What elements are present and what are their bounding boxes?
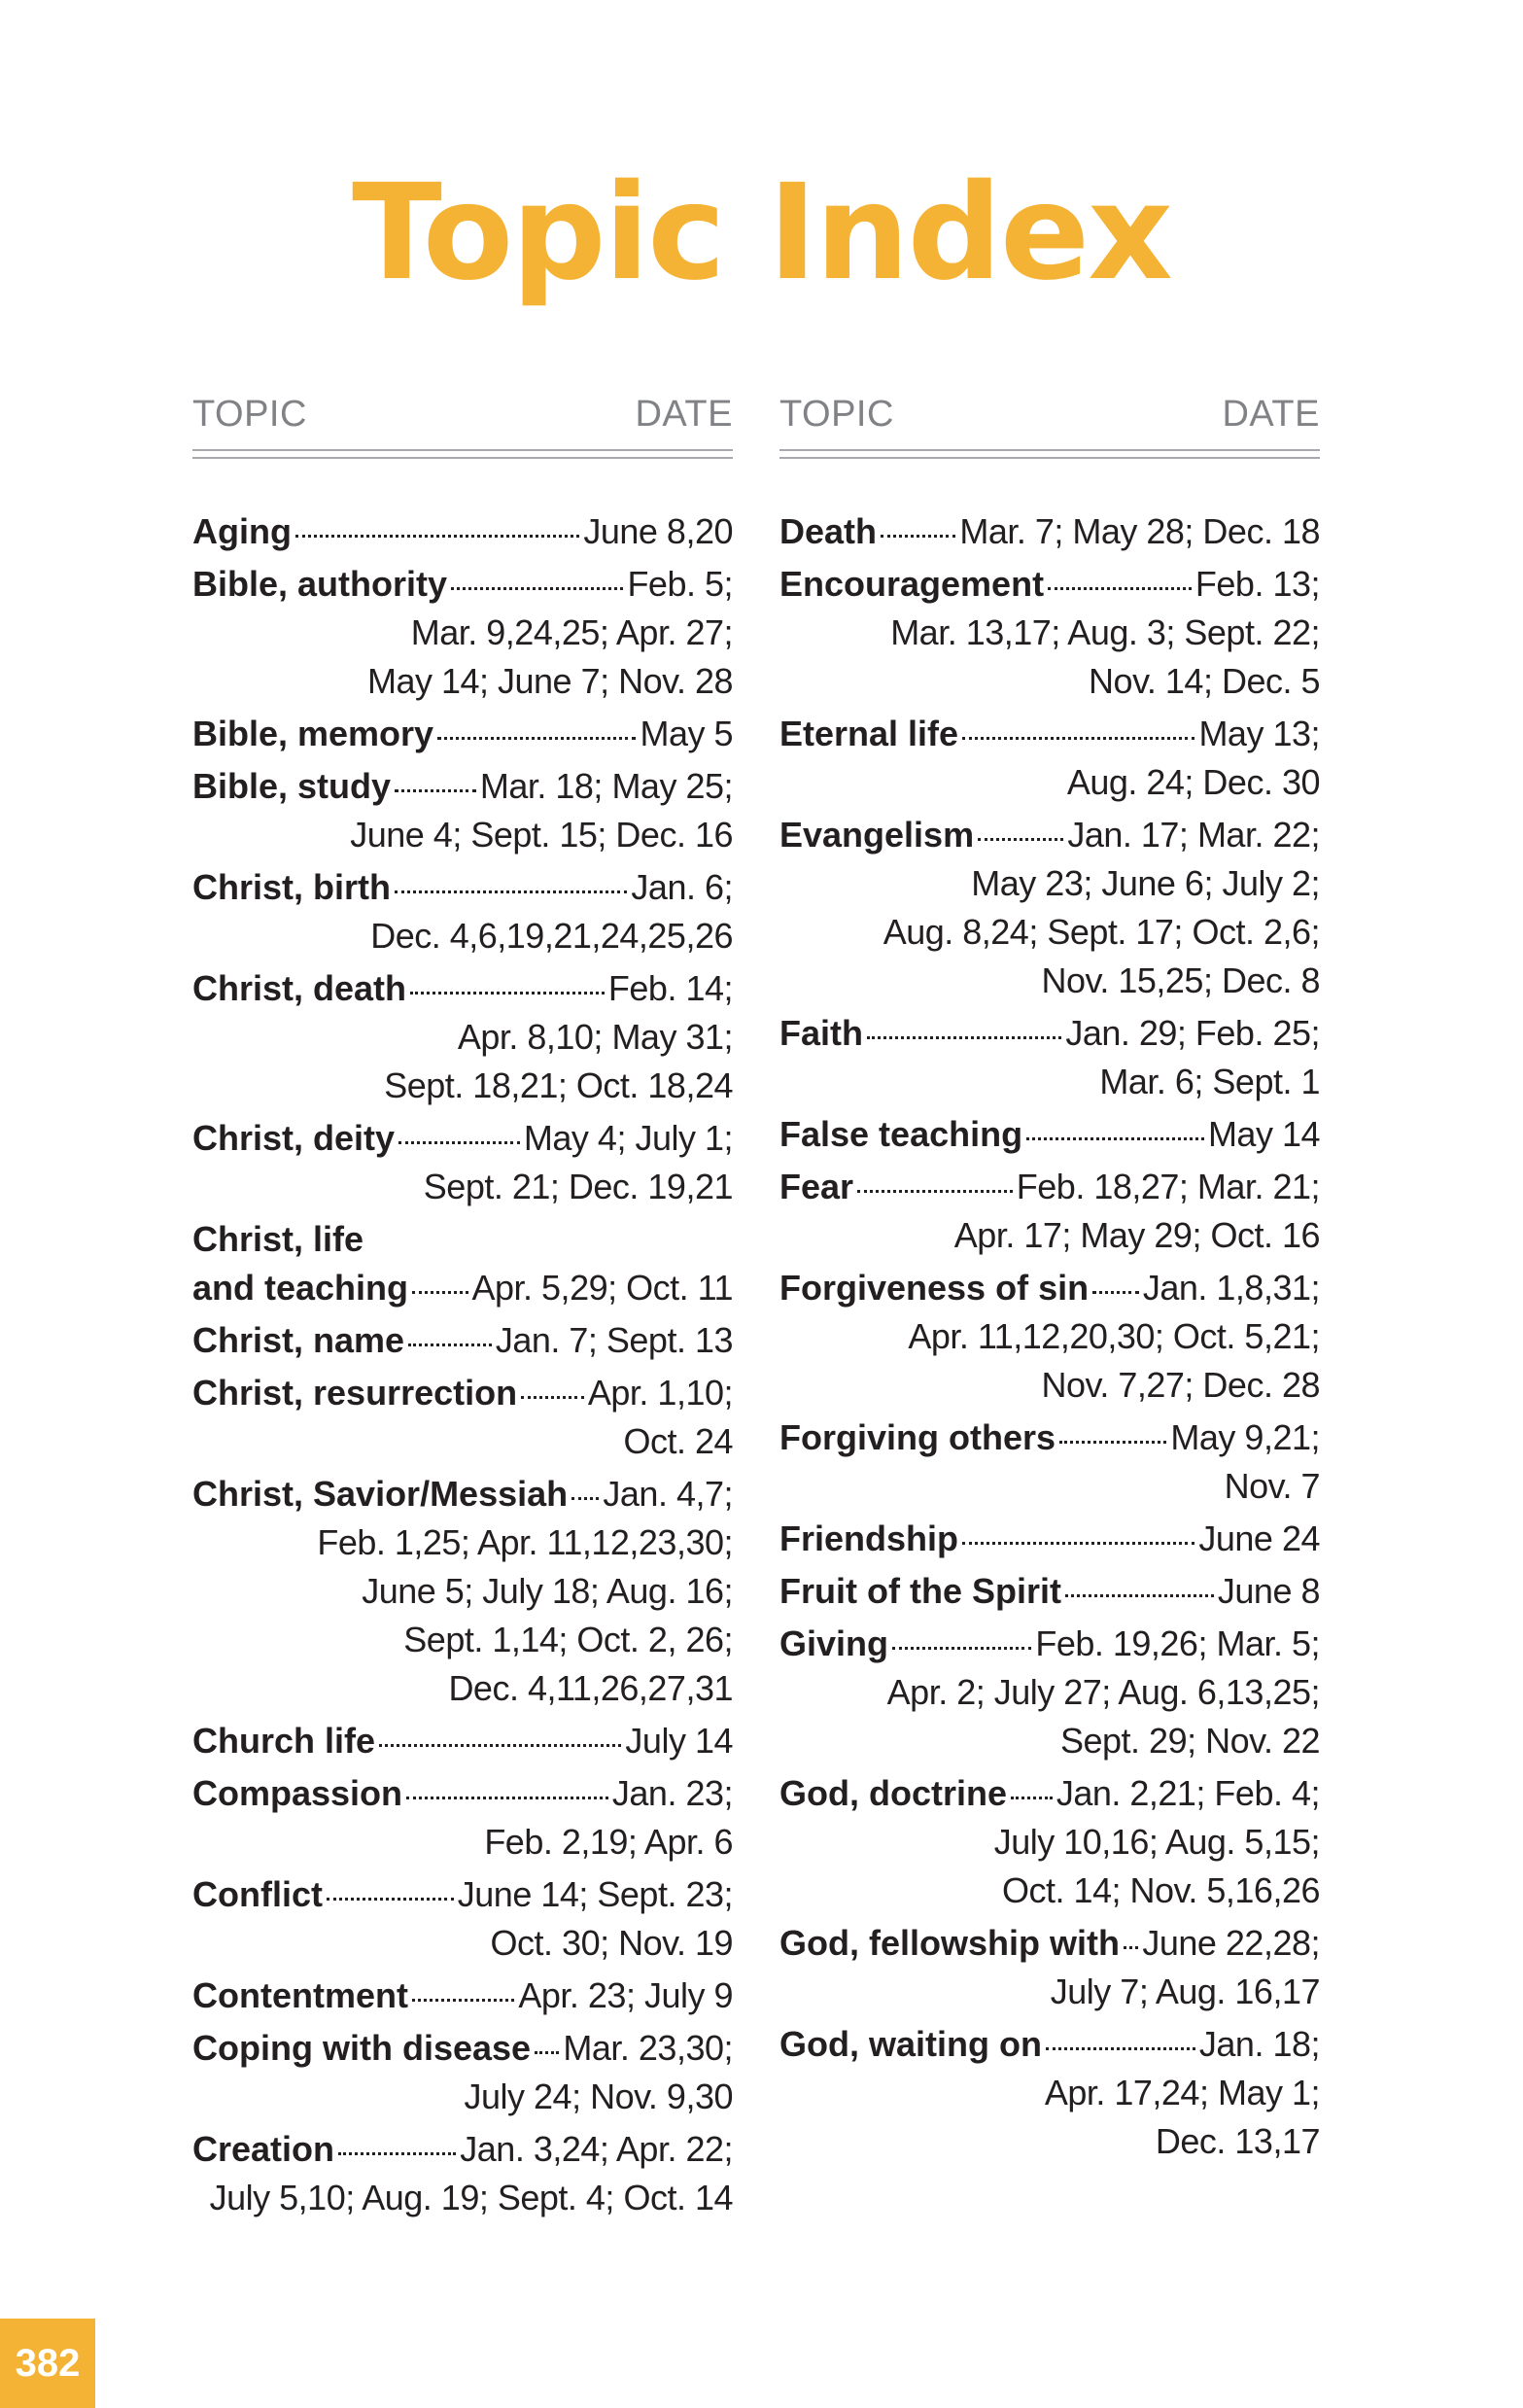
index-entry xyxy=(192,964,733,1110)
entry-dates: Mar. 23,30; xyxy=(563,2028,733,2068)
entry-line xyxy=(779,1009,1320,1058)
dot-leader xyxy=(571,1497,599,1500)
dot-leader xyxy=(1124,1946,1138,1949)
entry-dates-continued: Mar. 9,24,25; Apr. 27; xyxy=(410,612,733,652)
entry-dates: Jan. 7; Sept. 13 xyxy=(495,1320,733,1360)
entry-dates-continued: Apr. 11,12,20,30; Oct. 5,21; xyxy=(908,1316,1320,1356)
page-title: Topic Index xyxy=(352,157,1171,310)
entry-dates: Jan. 18; xyxy=(1198,2024,1320,2064)
dot-leader xyxy=(1011,1797,1053,1799)
entry-dates-continued: Apr. 8,10; May 31; xyxy=(457,1017,733,1057)
dot-leader xyxy=(1048,587,1192,590)
entry-line xyxy=(192,1470,733,1518)
entry-line xyxy=(779,811,1320,859)
page-number: 382 xyxy=(0,2319,95,2408)
entry-topic: Coping with disease xyxy=(192,2028,532,2068)
entry-dates-continued: Nov. 7,27; Dec. 28 xyxy=(1041,1365,1320,1405)
entry-dates-continued: June 4; Sept. 15; Dec. 16 xyxy=(350,815,733,855)
entry-dates-continued: Dec. 13,17 xyxy=(1155,2121,1320,2161)
entry-line xyxy=(192,507,733,556)
entry-line xyxy=(192,560,733,609)
entry-line xyxy=(779,1163,1320,1211)
entry-dates-continued: Nov. 14; Dec. 5 xyxy=(1089,661,1320,701)
entry-dates: May 9,21; xyxy=(1170,1417,1320,1457)
entry-dates-continued: Mar. 6; Sept. 1 xyxy=(1099,1062,1320,1101)
entry-dates: June 14; Sept. 23; xyxy=(457,1874,733,1914)
entry-dates: May 4; July 1; xyxy=(523,1118,733,1158)
dot-leader xyxy=(395,890,627,893)
entry-topic: Death xyxy=(779,511,878,551)
entry-topic: Church life xyxy=(192,1721,376,1761)
entry-topic: God, doctrine xyxy=(779,1773,1007,1813)
entry-line xyxy=(779,1919,1320,1968)
entry-line xyxy=(192,863,733,912)
entry-dates: June 24 xyxy=(1198,1518,1320,1558)
dot-leader xyxy=(881,535,955,538)
entry-topic: Faith xyxy=(779,1013,863,1053)
index-entries xyxy=(779,507,1320,2166)
entry-dates: Mar. 7; May 28; Dec. 18 xyxy=(959,511,1320,551)
entry-topic: Fruit of the Spirit xyxy=(779,1571,1061,1611)
index-entry xyxy=(192,1769,733,1867)
entry-dates-continued: Aug. 24; Dec. 30 xyxy=(1066,762,1320,802)
date-header: DATE xyxy=(635,394,733,435)
entry-dates-continued: Dec. 4,11,26,27,31 xyxy=(448,1668,733,1708)
entry-topic: and teaching xyxy=(192,1268,409,1308)
entry-line xyxy=(779,1110,1320,1159)
dot-leader xyxy=(535,2051,559,2054)
entry-line xyxy=(779,560,1320,609)
entry-dates-continued: Sept. 18,21; Oct. 18,24 xyxy=(384,1065,733,1105)
entry-line xyxy=(192,2125,733,2174)
entry-line xyxy=(192,710,733,758)
entry-topic: Eternal life xyxy=(779,714,959,753)
entry-dates: Jan. 4,7; xyxy=(603,1474,733,1514)
entry-dates-continued: May 14; June 7; Nov. 28 xyxy=(366,661,733,701)
entry-dates-continued: July 7; Aug. 16,17 xyxy=(1050,1972,1320,2011)
entry-dates: Feb. 5; xyxy=(627,564,733,604)
entry-line xyxy=(192,1114,733,1163)
entry-dates-continued: Sept. 1,14; Oct. 2, 26; xyxy=(403,1620,733,1659)
dot-leader xyxy=(437,737,636,740)
entry-dates-continued: Sept. 21; Dec. 19,21 xyxy=(423,1167,733,1206)
entry-topic: Compassion xyxy=(192,1773,403,1813)
entry-topic: Fear xyxy=(779,1167,854,1206)
entry-line xyxy=(779,1264,1320,1312)
entry-dates-continued: Feb. 2,19; Apr. 6 xyxy=(484,1822,733,1862)
entry-topic: Christ, resurrection xyxy=(192,1373,518,1413)
entry-dates: May 13; xyxy=(1198,714,1320,753)
entry-dates: June 22,28; xyxy=(1142,1923,1320,1963)
dot-leader xyxy=(338,2152,456,2155)
entry-topic: God, waiting on xyxy=(779,2024,1042,2064)
entry-line xyxy=(192,1769,733,1818)
index-entry xyxy=(779,507,1320,556)
entry-dates-continued: Apr. 17,24; May 1; xyxy=(1044,2073,1320,2112)
entry-dates: Jan. 1,8,31; xyxy=(1142,1268,1320,1308)
entry-dates: Apr. 23; July 9 xyxy=(518,1975,733,2015)
entry-dates-continued: Apr. 2; July 27; Aug. 6,13,25; xyxy=(886,1672,1320,1712)
index-entry xyxy=(192,2125,733,2222)
dot-leader xyxy=(379,1744,621,1747)
dot-leader xyxy=(521,1396,584,1399)
entry-dates-continued: July 10,16; Aug. 5,15; xyxy=(993,1822,1320,1862)
dot-leader xyxy=(962,1542,1194,1545)
entry-topic: Aging xyxy=(192,511,292,551)
dot-leader xyxy=(978,838,1063,841)
entry-dates-continued: July 5,10; Aug. 19; Sept. 4; Oct. 14 xyxy=(209,2178,733,2217)
entry-dates: July 14 xyxy=(625,1721,733,1761)
index-entry xyxy=(192,1215,733,1312)
index-column-right xyxy=(779,389,1320,2170)
topic-header: TOPIC xyxy=(192,394,307,435)
index-entry xyxy=(192,1717,733,1765)
dot-leader xyxy=(295,535,579,538)
entry-topic: Bible, authority xyxy=(192,564,448,604)
entry-topic: Christ, Savior/Messiah xyxy=(192,1474,569,1514)
entry-dates: Jan. 3,24; Apr. 22; xyxy=(460,2129,733,2169)
entry-topic: Forgiving others xyxy=(779,1417,1056,1457)
entry-dates: Feb. 18,27; Mar. 21; xyxy=(1016,1167,1320,1206)
entry-line xyxy=(192,1870,733,1919)
index-entry xyxy=(779,1413,1320,1511)
index-entry xyxy=(779,1620,1320,1765)
index-entry xyxy=(779,1264,1320,1410)
entry-dates-continued: Feb. 1,25; Apr. 11,12,23,30; xyxy=(317,1522,733,1562)
index-entry xyxy=(192,762,733,859)
entry-dates: June 8,20 xyxy=(583,511,733,551)
index-entry xyxy=(779,1769,1320,1915)
entry-topic: Christ, life xyxy=(192,1219,364,1259)
index-entry xyxy=(192,710,733,758)
entry-dates-continued: May 23; June 6; July 2; xyxy=(971,863,1320,903)
entry-dates-continued: June 5; July 18; Aug. 16; xyxy=(362,1571,733,1611)
index-entry xyxy=(779,1567,1320,1616)
dot-leader xyxy=(892,1647,1031,1650)
entry-dates-continued: Nov. 15,25; Dec. 8 xyxy=(1041,960,1320,1000)
entry-dates: May 5 xyxy=(640,714,733,753)
index-entry xyxy=(779,560,1320,706)
entry-topic: God, fellowship with xyxy=(779,1923,1120,1963)
entry-topic: Christ, deity xyxy=(192,1118,396,1158)
dot-leader xyxy=(408,1344,492,1346)
entry-dates: Feb. 14; xyxy=(607,968,733,1008)
index-entry xyxy=(192,1870,733,1968)
entry-line xyxy=(192,964,733,1013)
entry-topic: Evangelism xyxy=(779,815,975,855)
entry-dates: Apr. 1,10; xyxy=(587,1373,733,1413)
entry-line xyxy=(779,1769,1320,1818)
entry-line xyxy=(192,1316,733,1365)
entry-line xyxy=(192,1264,733,1312)
column-header xyxy=(779,389,1320,439)
entry-topic: False teaching xyxy=(779,1114,1023,1154)
entry-line xyxy=(779,1515,1320,1563)
dot-leader xyxy=(1092,1291,1139,1294)
entry-line xyxy=(779,1620,1320,1668)
dot-leader xyxy=(1026,1137,1204,1140)
entry-topic: Christ, death xyxy=(192,968,407,1008)
entry-dates-continued: July 24; Nov. 9,30 xyxy=(464,2076,733,2116)
header-rule xyxy=(779,449,1320,451)
entry-dates-continued: Dec. 4,6,19,21,24,25,26 xyxy=(370,916,733,956)
dot-leader xyxy=(1046,2047,1195,2050)
dot-leader xyxy=(406,1797,608,1799)
index-entry xyxy=(192,1369,733,1466)
entry-line xyxy=(192,1717,733,1765)
index-entry xyxy=(192,1316,733,1365)
entry-topic: Christ, birth xyxy=(192,867,391,907)
dot-leader xyxy=(1065,1594,1214,1597)
entry-topic: Bible, memory xyxy=(192,714,434,753)
topic-header: TOPIC xyxy=(779,394,894,435)
index-entry xyxy=(192,1470,733,1713)
index-column-left xyxy=(192,389,733,2226)
entry-topic: Creation xyxy=(192,2129,335,2169)
entry-dates: Jan. 23; xyxy=(611,1773,733,1813)
dot-leader xyxy=(398,1141,520,1144)
entry-dates-continued: Oct. 14; Nov. 5,16,26 xyxy=(1001,1870,1320,1910)
header-rule xyxy=(192,457,733,459)
entry-topic: Forgiveness of sin xyxy=(779,1268,1090,1308)
dot-leader xyxy=(327,1898,454,1901)
entry-dates: Jan. 6; xyxy=(631,867,733,907)
index-entry xyxy=(779,811,1320,1005)
entry-line xyxy=(779,710,1320,758)
entry-topic: Friendship xyxy=(779,1518,959,1558)
entry-line xyxy=(192,762,733,811)
header-rule xyxy=(192,449,733,451)
dot-leader xyxy=(867,1036,1061,1039)
index-entry xyxy=(192,507,733,556)
entry-line xyxy=(779,2020,1320,2069)
entry-dates-continued: Apr. 17; May 29; Oct. 16 xyxy=(953,1215,1320,1255)
index-entry xyxy=(779,1009,1320,1106)
index-entry xyxy=(192,560,733,706)
entry-dates: June 8 xyxy=(1217,1571,1320,1611)
dot-leader xyxy=(451,587,623,590)
index-entry xyxy=(192,1114,733,1211)
entry-line xyxy=(779,1413,1320,1462)
index-entry xyxy=(779,1919,1320,2016)
entry-line xyxy=(192,2024,733,2073)
entry-line xyxy=(192,1972,733,2020)
index-entry xyxy=(779,1515,1320,1563)
entry-dates-continued: Sept. 29; Nov. 22 xyxy=(1059,1721,1320,1761)
dot-leader xyxy=(1059,1441,1166,1444)
entry-dates-continued: Aug. 8,24; Sept. 17; Oct. 2,6; xyxy=(883,912,1320,952)
index-entry xyxy=(779,1110,1320,1159)
entry-line xyxy=(192,1369,733,1417)
entry-dates-continued: Nov. 7 xyxy=(1224,1466,1320,1506)
entry-dates: Feb. 13; xyxy=(1194,564,1320,604)
entry-line xyxy=(779,507,1320,556)
dot-leader xyxy=(412,1999,514,2002)
index-entry xyxy=(779,710,1320,807)
entry-dates: Jan. 17; Mar. 22; xyxy=(1067,815,1320,855)
entry-topic: Christ, name xyxy=(192,1320,405,1360)
entry-dates-continued: Oct. 30; Nov. 19 xyxy=(490,1923,733,1963)
dot-leader xyxy=(412,1291,467,1294)
dot-leader xyxy=(857,1190,1013,1193)
entry-topic: Encouragement xyxy=(779,564,1045,604)
entry-dates: Jan. 2,21; Feb. 4; xyxy=(1056,1773,1320,1813)
dot-leader xyxy=(962,737,1194,740)
dot-leader xyxy=(395,789,476,792)
entry-dates-continued: Oct. 24 xyxy=(623,1421,733,1461)
entry-topic: Giving xyxy=(779,1623,889,1663)
index-entry xyxy=(779,2020,1320,2166)
entry-dates-continued: Mar. 13,17; Aug. 3; Sept. 22; xyxy=(890,612,1320,652)
date-header: DATE xyxy=(1222,394,1320,435)
entry-topic: Contentment xyxy=(192,1975,408,2015)
header-rule xyxy=(779,457,1320,459)
entry-topic: Bible, study xyxy=(192,766,392,806)
entry-dates: Mar. 18; May 25; xyxy=(479,766,733,806)
entry-line xyxy=(779,1567,1320,1616)
index-entry xyxy=(779,1163,1320,1260)
entry-dates: Jan. 29; Feb. 25; xyxy=(1065,1013,1320,1053)
index-entry xyxy=(192,2024,733,2121)
index-entries xyxy=(192,507,733,2222)
entry-dates: Feb. 19,26; Mar. 5; xyxy=(1035,1623,1320,1663)
entry-dates: May 14 xyxy=(1207,1114,1320,1154)
column-header xyxy=(192,389,733,439)
index-entry xyxy=(192,863,733,960)
entry-topic: Conflict xyxy=(192,1874,323,1914)
dot-leader xyxy=(410,992,605,995)
index-entry xyxy=(192,1972,733,2020)
entry-dates: Apr. 5,29; Oct. 11 xyxy=(471,1268,733,1308)
